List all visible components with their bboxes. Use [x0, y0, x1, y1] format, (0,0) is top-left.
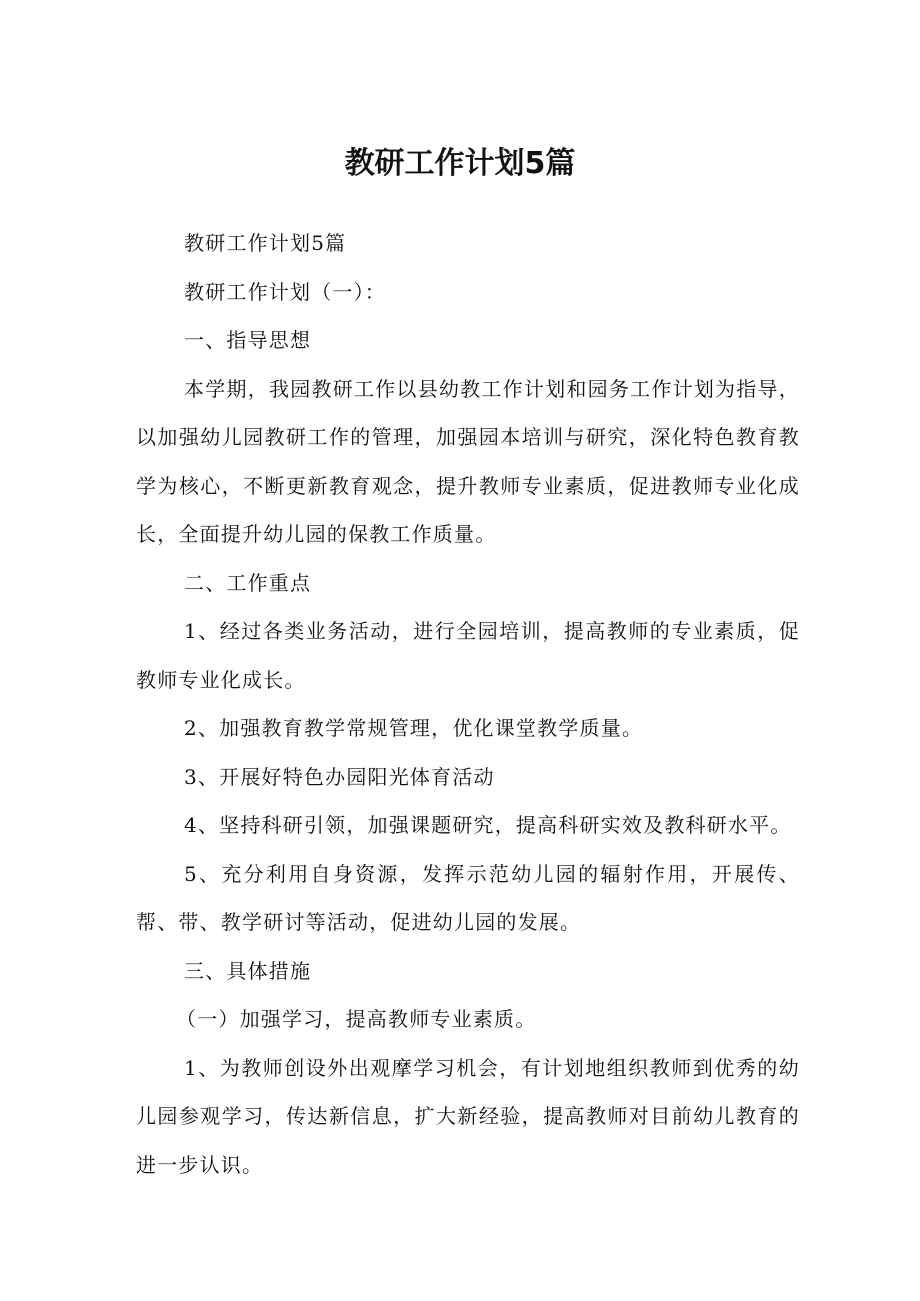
subsection-heading-study: （一）加强学习，提高教师专业素质。	[176, 1007, 537, 1031]
paragraph-plan-one-heading: 教研工作计划（一）：	[184, 279, 386, 304]
section-heading-guiding-ideology: 一、指导思想	[184, 328, 312, 352]
list-item-focus-5: 5、充分利用自身资源，发挥示范幼儿园的辐射作用，开展传、帮、带、教学研讨等活动，促进幼儿园的发展。	[136, 861, 800, 934]
document-body	[136, 219, 800, 1189]
section-heading-specific-measures: 三、具体措施	[184, 958, 312, 983]
paragraph-subtitle: 教研工作计划5篇	[184, 231, 347, 255]
paragraph-guiding-ideology: 本学期，我园教研工作以县幼教工作计划和园务工作计划为指导，以加强幼儿园教研工作的管理，加强园本培训与研究，深化特色教育教学为核心，不断更新教育观念，提升教师专业素质，促进教师专业化成长，全面提升幼儿园的保教工作质量。	[136, 376, 800, 546]
list-item-focus-1: 1、经过各类业务活动，进行全园培训，提高教师的专业素质，促教师专业化成长。	[136, 619, 800, 692]
document-title: 教研工作计划5篇	[344, 146, 576, 181]
section-heading-work-focus: 二、工作重点	[184, 570, 312, 595]
list-item-focus-3: 3、开展好特色办园阳光体育活动	[184, 764, 495, 789]
list-item-focus-2: 2、加强教育教学常规管理，优化课堂教学质量。	[184, 716, 644, 740]
list-item-focus-4: 4、坚持科研引领，加强课题研究，提高科研实效及教科研水平。	[184, 813, 792, 837]
list-item-measure-1: 1、为教师创设外出观摩学习机会，有计划地组织教师到优秀的幼儿园参观学习，传达新信息，扩大新经验，提高教师对目前幼儿教育的进一步认识。	[136, 1055, 800, 1177]
